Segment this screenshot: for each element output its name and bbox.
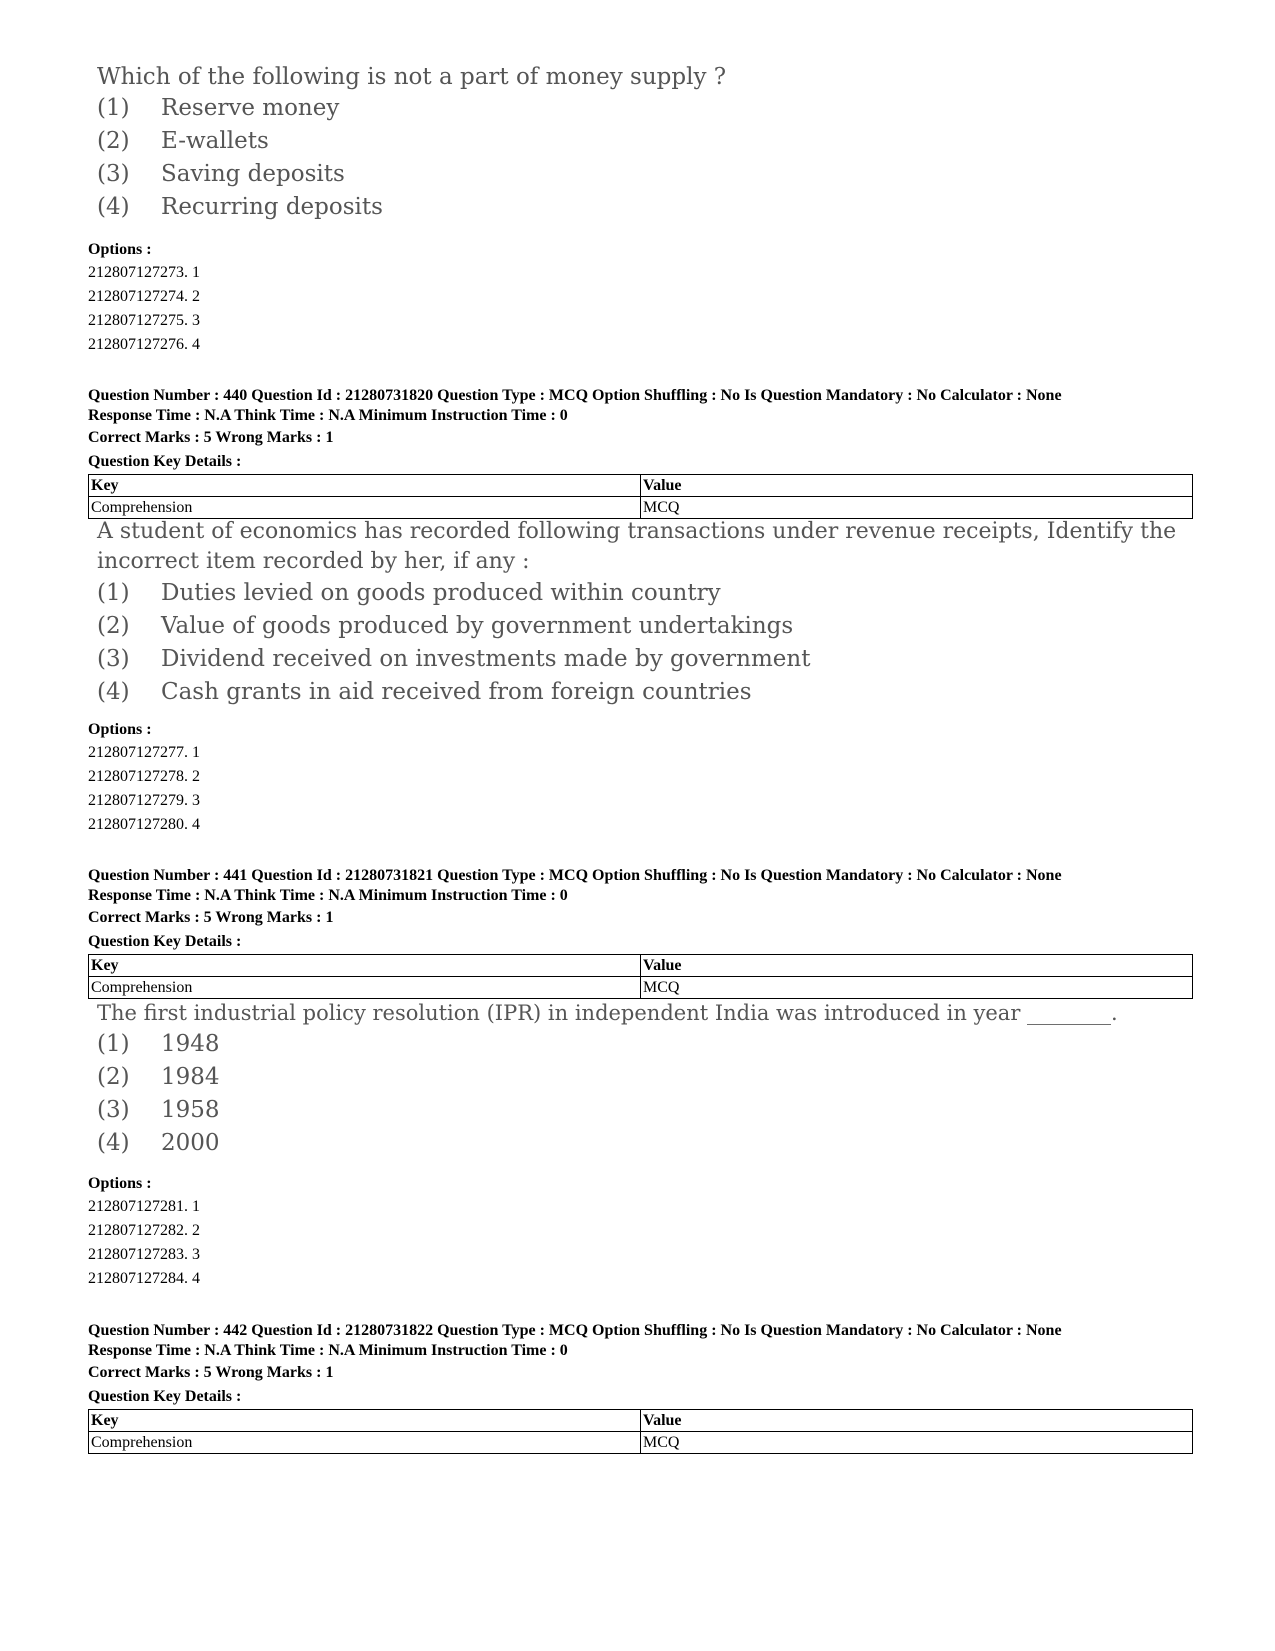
- table-cell-value: MCQ: [641, 1432, 1193, 1454]
- key-details-table: [88, 1409, 1193, 1454]
- q440-choice-4: (4) Cash grants in aid received from foreign countries: [97, 679, 752, 705]
- q441-choice-2: (2) 1984: [97, 1064, 220, 1090]
- q440-choice-2: (2) Value of goods produced by government undertakings: [97, 613, 794, 639]
- options-label: Options :: [88, 241, 152, 258]
- q440-question-image: [97, 517, 1176, 709]
- table-cell-key: Comprehension: [89, 977, 641, 999]
- table-header-value: Value: [641, 1410, 1193, 1432]
- options-label: Options :: [88, 1175, 152, 1192]
- option-item: 212807127281. 1: [88, 1198, 200, 1215]
- question-timing: Response Time : N.A Think Time : N.A Minimum Instruction Time : 0: [88, 887, 568, 904]
- q439-choice-1: (1) Reserve money: [97, 95, 340, 121]
- q442-header: [88, 1321, 1193, 1454]
- options-label: Options :: [88, 721, 152, 738]
- question-meta: Question Number : 440 Question Id : 21280731820 Question Type : MCQ Option Shuffling : No Is Question Mandatory : No Calculator : None: [88, 387, 1062, 404]
- table-header-key: Key: [89, 955, 641, 977]
- option-item: 212807127277. 1: [88, 744, 200, 761]
- table-header-value: Value: [641, 955, 1193, 977]
- q439-options: [88, 238, 1193, 357]
- question-meta: Question Number : 441 Question Id : 21280731821 Question Type : MCQ Option Shuffling : No Is Question Mandatory : No Calculator : None: [88, 867, 1062, 884]
- q441-stem: The first industrial policy resolution (IPR) in independent India was introduced in year ________.: [97, 1001, 1118, 1025]
- q440-header: [88, 386, 1193, 519]
- question-timing: Response Time : N.A Think Time : N.A Minimum Instruction Time : 0: [88, 1342, 568, 1359]
- table-cell-value: MCQ: [641, 977, 1193, 999]
- q439-choice-4: (4) Recurring deposits: [97, 194, 383, 220]
- question-marks: Correct Marks : 5 Wrong Marks : 1: [88, 909, 334, 926]
- table-cell-key: Comprehension: [89, 497, 641, 519]
- option-item: 212807127274. 2: [88, 288, 200, 305]
- key-details-table: [88, 474, 1193, 519]
- question-marks: Correct Marks : 5 Wrong Marks : 1: [88, 429, 334, 446]
- q441-header: [88, 866, 1193, 999]
- q441-options: [88, 1172, 1193, 1291]
- key-details-label: Question Key Details :: [88, 1388, 242, 1405]
- q441-choice-4: (4) 2000: [97, 1130, 220, 1156]
- key-details-label: Question Key Details :: [88, 933, 242, 950]
- q439-choice-2: (2) E-wallets: [97, 128, 269, 154]
- option-item: 212807127283. 3: [88, 1246, 200, 1263]
- option-item: 212807127278. 2: [88, 768, 200, 785]
- question-meta: Question Number : 442 Question Id : 21280731822 Question Type : MCQ Option Shuffling : No Is Question Mandatory : No Calculator : None: [88, 1322, 1062, 1339]
- q440-choice-1: (1) Duties levied on goods produced within country: [97, 580, 721, 606]
- q440-choice-3: (3) Dividend received on investments made by government: [97, 646, 811, 672]
- question-timing: Response Time : N.A Think Time : N.A Minimum Instruction Time : 0: [88, 407, 568, 424]
- table-header-key: Key: [89, 475, 641, 497]
- option-item: 212807127279. 3: [88, 792, 200, 809]
- question-marks: Correct Marks : 5 Wrong Marks : 1: [88, 1364, 334, 1381]
- table-header-value: Value: [641, 475, 1193, 497]
- option-item: 212807127282. 2: [88, 1222, 200, 1239]
- q439-stem: Which of the following is not a part of money supply ?: [97, 64, 727, 90]
- option-item: 212807127275. 3: [88, 312, 200, 329]
- q441-choice-1: (1) 1948: [97, 1031, 220, 1057]
- q440-options: [88, 718, 1193, 837]
- option-item: 212807127276. 4: [88, 336, 200, 353]
- key-details-table: [88, 954, 1193, 999]
- q440-stem-line2: incorrect item recorded by her, if any :: [97, 549, 530, 574]
- table-cell-value: MCQ: [641, 497, 1193, 519]
- option-item: 212807127284. 4: [88, 1270, 200, 1287]
- q441-choice-3: (3) 1958: [97, 1097, 220, 1123]
- table-header-key: Key: [89, 1410, 641, 1432]
- option-item: 212807127273. 1: [88, 264, 200, 281]
- key-details-label: Question Key Details :: [88, 453, 242, 470]
- q440-stem-line1: A student of economics has recorded following transactions under revenue receipts, Identify the: [97, 519, 1177, 544]
- table-cell-key: Comprehension: [89, 1432, 641, 1454]
- q441-question-image: [97, 998, 1118, 1160]
- option-item: 212807127280. 4: [88, 816, 200, 833]
- q439-choice-3: (3) Saving deposits: [97, 161, 345, 187]
- q439-question-image: [97, 62, 726, 224]
